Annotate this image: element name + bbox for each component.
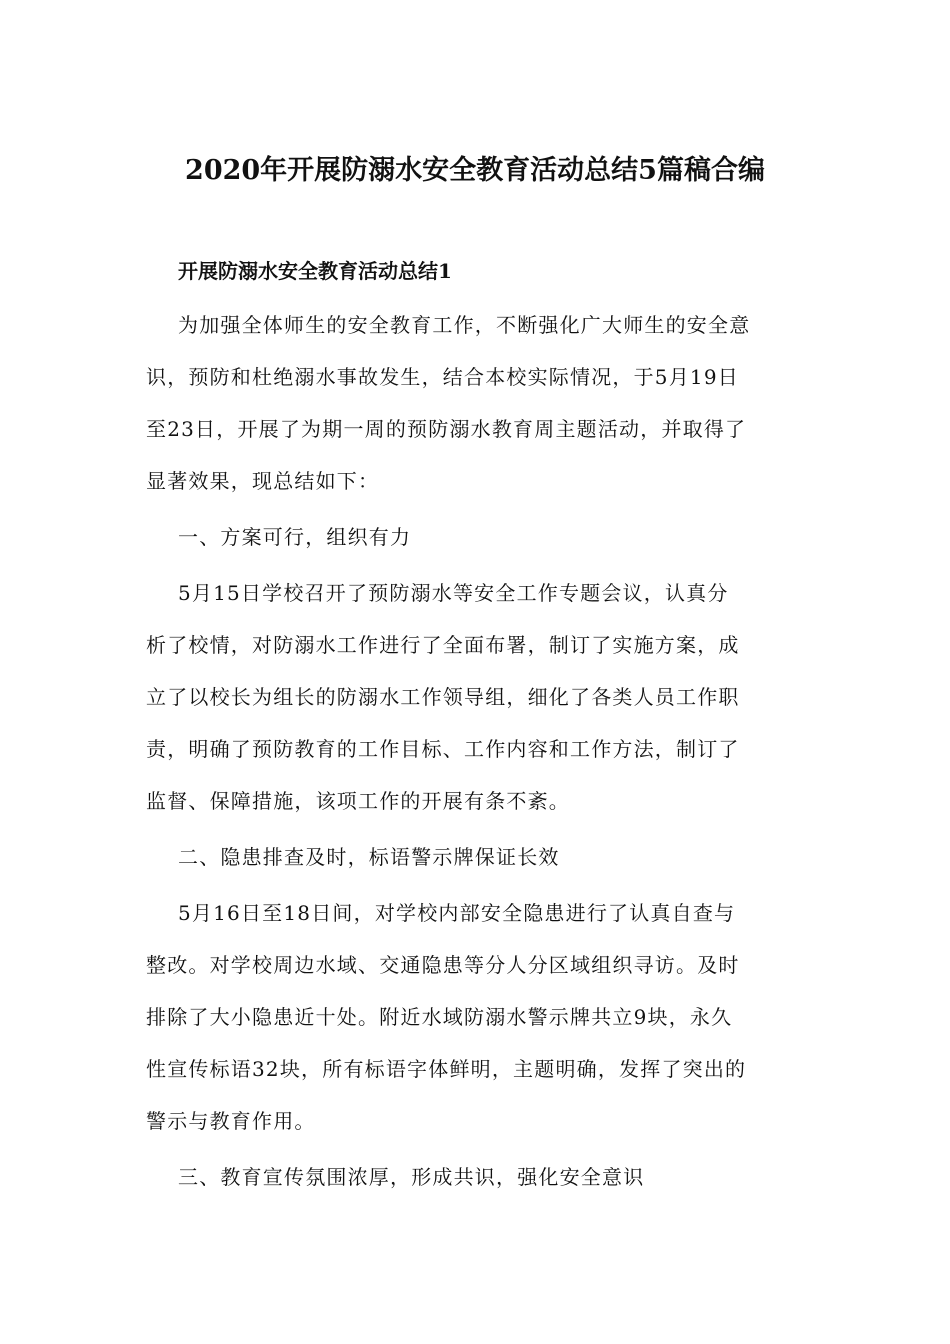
paragraph-line: 显著效果，现总结如下： xyxy=(146,469,380,493)
section-title: 开展防溺水安全教育活动总结1 xyxy=(178,259,452,283)
document-title: 2020年开展防溺水安全教育活动总结5篇稿合编 xyxy=(185,155,765,186)
paragraph-line: 析了校情，对防溺水工作进行了全面布署，制订了实施方案，成 xyxy=(146,633,740,657)
paragraph-line: 监督、保障措施，该项工作的开展有条不紊。 xyxy=(146,789,570,813)
paragraph-line: 排除了大小隐患近十处。附近水域防溺水警示牌共立9块，永久 xyxy=(146,1005,733,1029)
paragraph-line: 5月15日学校召开了预防溺水等安全工作专题会议，认真分 xyxy=(178,581,729,605)
paragraph-intro xyxy=(146,299,806,507)
paragraph-line: 警示与教育作用。 xyxy=(146,1109,316,1133)
document-body xyxy=(146,243,806,1207)
paragraph-plan xyxy=(146,567,806,827)
paragraph-line: 整改。对学校周边水域、交通隐患等分人分区域组织寻访。及时 xyxy=(146,953,740,977)
paragraph-line: 识，预防和杜绝溺水事故发生，结合本校实际情况，于5月19日 xyxy=(146,365,739,389)
paragraph-hazards xyxy=(146,887,806,1147)
paragraph-line: 为加强全体师生的安全教育工作，不断强化广大师生的安全意 xyxy=(178,313,751,337)
paragraph-line: 至23日，开展了为期一周的预防溺水教育周主题活动，并取得了 xyxy=(146,417,747,441)
subheading-hazards: 二、隐患排查及时，标语警示牌保证长效 xyxy=(178,845,560,869)
paragraph-line: 性宣传标语32块，所有标语字体鲜明，主题明确，发挥了突出的 xyxy=(146,1057,747,1081)
paragraph-line: 责，明确了预防教育的工作目标、工作内容和工作方法，制订了 xyxy=(146,737,740,761)
subheading-plan: 一、方案可行，组织有力 xyxy=(178,525,412,549)
paragraph-line: 5月16日至18日间，对学校内部安全隐患进行了认真自查与 xyxy=(178,901,736,925)
subheading-education: 三、教育宣传氛围浓厚，形成共识，强化安全意识 xyxy=(178,1165,645,1189)
paragraph-line: 立了以校长为组长的防溺水工作领导组，细化了各类人员工作职 xyxy=(146,685,740,709)
